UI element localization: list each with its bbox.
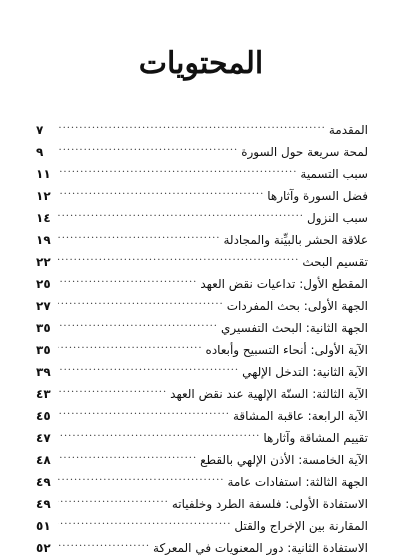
toc-entry xyxy=(36,112,368,137)
leader-dots xyxy=(58,310,218,332)
leader-dots xyxy=(58,464,224,486)
toc-entry xyxy=(36,134,368,159)
toc-entry-label: الآية الثالثة: السنّة الإلهية عند نقض العهد xyxy=(170,387,368,401)
toc-page-number: ٤٥ xyxy=(36,409,51,423)
toc-entry-label: فضل السورة وآثارها xyxy=(267,189,368,203)
toc-entry-label: علاقة الحشر بالبيِّنة والمجادلة xyxy=(223,233,368,247)
toc-page-number: ١١ xyxy=(36,167,51,181)
toc-page-number: ٥٢ xyxy=(36,541,51,555)
toc-page-number: ٢٢ xyxy=(36,255,51,269)
toc-entry-label: المقطع الأول: تداعيات نقض العهد xyxy=(200,277,368,291)
leader-dots xyxy=(58,376,167,398)
toc-entry-label: المقارنة بين الإخراج والقتل xyxy=(234,519,368,533)
toc-entry-label: الاستفادة الأولى: فلسفة الطرد وخلفياته xyxy=(171,497,368,511)
toc-page-number: ٩ xyxy=(36,145,44,159)
leader-dots xyxy=(58,332,203,354)
toc-page-number: ٤٩ xyxy=(36,475,51,489)
toc-entry-label: سبب التسمية xyxy=(300,167,368,181)
toc-entry-label: لمحة سريعة حول السورة xyxy=(241,145,368,159)
toc-entry-label: سبب النزول xyxy=(306,211,368,225)
toc-entry-label: الآية الرابعة: عاقبة المشاقة xyxy=(232,409,368,423)
toc-page-number: ٤٣ xyxy=(36,387,51,401)
toc-page-number: ١٩ xyxy=(36,233,51,247)
toc-page-number: ٤٨ xyxy=(36,453,51,467)
toc-page-number: ٢٧ xyxy=(36,299,51,313)
toc-entry-label: الجهة الأولى: بحث المفردات xyxy=(226,299,368,313)
toc-entry-label: الآية الأولى: أنحاء التسبيح وأبعاده xyxy=(205,343,368,357)
table-of-contents xyxy=(36,112,368,555)
toc-page-number: ٤٧ xyxy=(36,431,51,445)
toc-page-number: ٢٥ xyxy=(36,277,51,291)
toc-page-number: ٣٥ xyxy=(36,321,51,335)
leader-dots xyxy=(58,354,239,376)
leader-dots xyxy=(58,222,220,244)
toc-page-number: ١٢ xyxy=(36,189,51,203)
leader-dots xyxy=(58,266,197,288)
toc-entry-label: الجهة الثانية: البحث التفسيري xyxy=(220,321,368,335)
toc-page-number: ٧ xyxy=(36,123,44,137)
toc-page-number: ٤٩ xyxy=(36,497,51,511)
leader-dots xyxy=(58,486,169,508)
toc-entry-label: تقسيم البحث xyxy=(302,255,368,269)
leader-dots xyxy=(58,398,230,420)
toc-page-number: ١٤ xyxy=(36,211,51,225)
leader-dots xyxy=(58,530,150,552)
leader-dots xyxy=(58,442,197,464)
page-title: المحتويات xyxy=(138,46,264,81)
leader-dots xyxy=(58,156,297,178)
leader-dots xyxy=(58,244,299,266)
toc-entry-label: تقييم المشاقة وآثارها xyxy=(263,431,368,445)
toc-page-number: ٥١ xyxy=(36,519,51,533)
toc-entry-label: الآية الثانية: التدخل الإلهي xyxy=(242,365,368,379)
toc-entry-label: الجهة الثالثة: استفادات عامة xyxy=(227,475,368,489)
leader-dots xyxy=(58,420,260,442)
toc-page-number: ٣٩ xyxy=(36,365,51,379)
leader-dots xyxy=(58,134,238,156)
toc-entry-label: الآية الخامسة: الأذن الإلهي بالقطع xyxy=(200,453,368,467)
leader-dots xyxy=(58,288,224,310)
leader-dots xyxy=(58,200,304,222)
toc-entry-label: المقدمة xyxy=(328,123,368,137)
leader-dots xyxy=(58,112,326,134)
toc-entry-label: الاستفادة الثانية: دور المعنويات في المعركة xyxy=(153,541,368,555)
leader-dots xyxy=(58,508,231,530)
leader-dots xyxy=(58,178,264,200)
toc-page-number: ٣٥ xyxy=(36,343,51,357)
